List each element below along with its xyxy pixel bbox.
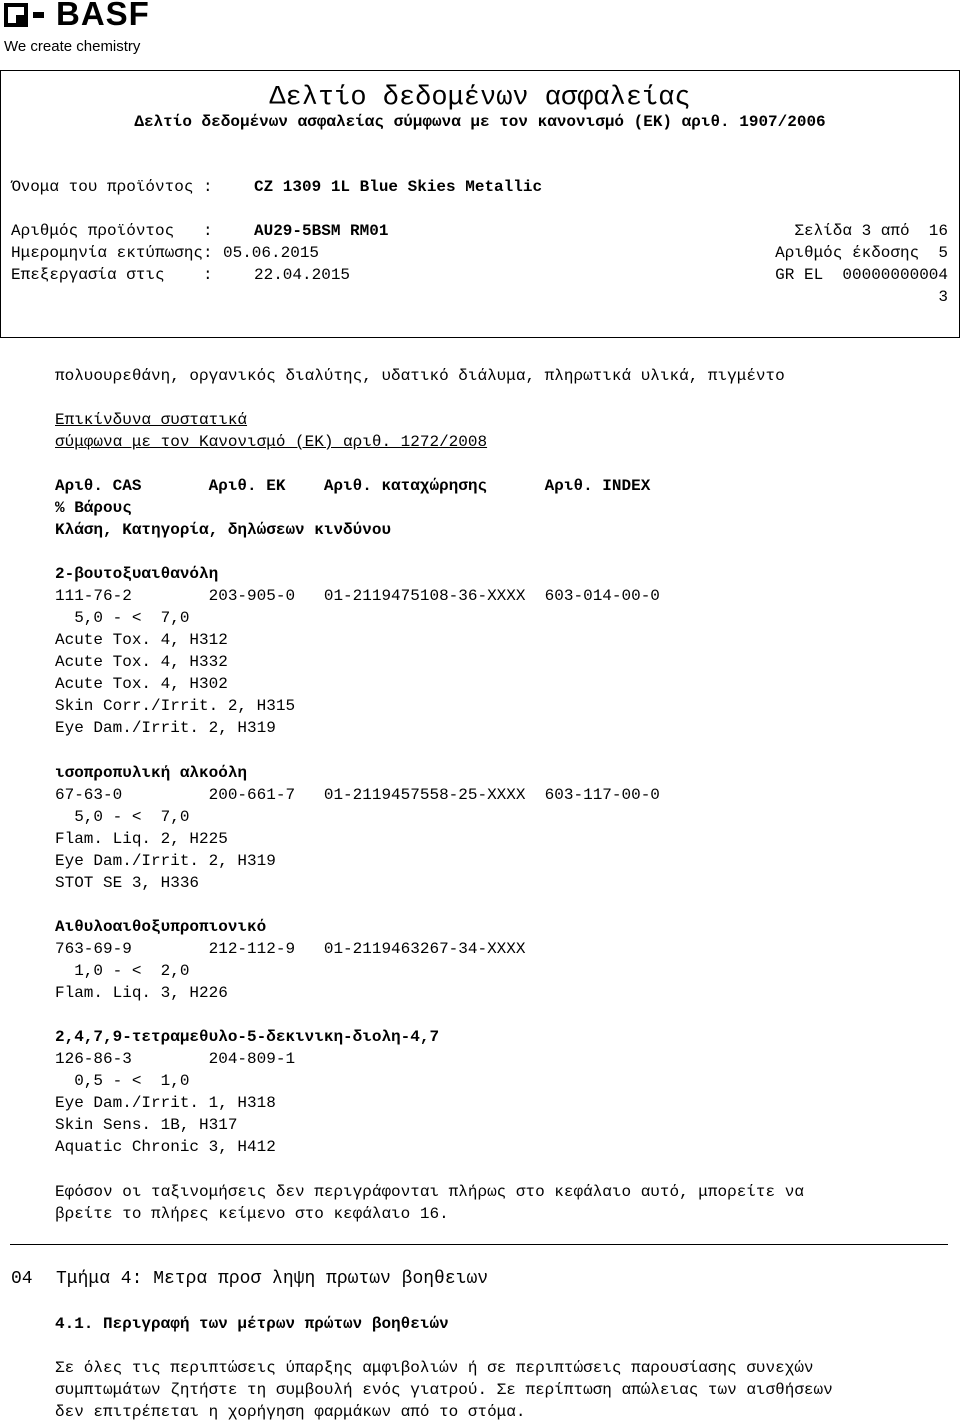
processed-label: Επεξεργασία στις : [11, 266, 213, 284]
component-hazard: Flam. Liq. 3, H226 [55, 984, 228, 1002]
component-name: 2,4,7,9-τετραμεθυλο-5-δεκινικη-διολη-4,7 [55, 1028, 440, 1046]
component-hazard: Eye Dam./Irrit. 2, H319 [55, 719, 276, 737]
component-hazard: Aquatic Chronic 3, H412 [55, 1138, 276, 1156]
document-code: GR EL 00000000004 [775, 266, 948, 284]
classification-footnote: Εφόσον οι ταξινομήσεις δεν περιγράφονται πλήρως στο κεφάλαιο αυτό, μπορείτε να [55, 1183, 804, 1201]
brand-tagline: We create chemistry [4, 38, 141, 55]
subsection-title: 4.1. Περιγραφή των μέτρων πρώτων βοηθειών [55, 1315, 449, 1333]
section-number: 04 [11, 1269, 33, 1289]
component-hazard: Skin Sens. 1B, H317 [55, 1116, 238, 1134]
product-number-label: Αριθμός προϊόντος : [11, 222, 213, 240]
print-date-label: Ημερομηνία εκτύπωσης: [11, 244, 213, 262]
component-ids: 67-63-0 200-661-7 01-2119457558-25-XXXX 603-117-00-0 [55, 786, 660, 804]
component-ids: 126-86-3 204-809-1 [55, 1050, 296, 1068]
column-header-ids: Αριθ. CAS Αριθ. ΕΚ Αριθ. καταχώρησης Αριθ. INDEX [55, 477, 651, 495]
first-aid-paragraph: δεν επιτρέπεται η χορήγηση φαρμάκων από το στόμα. [55, 1403, 526, 1421]
component-name: ισοπροπυλική αλκοόλη [55, 764, 248, 782]
print-date-value: 05.06.2015 [223, 244, 320, 262]
composition-text: πολυουρεθάνη, οργανικός διαλύτης, υδατικό διάλυμα, πληρωτικά υλικά, πιγμέντο [55, 367, 785, 385]
basf-square-icon [4, 3, 48, 29]
page-info: Σελίδα 3 από 16 [794, 222, 948, 240]
processed-value: 22.04.2015 [254, 266, 351, 284]
component-hazard: Flam. Liq. 2, H225 [55, 830, 228, 848]
basf-logo [4, 2, 204, 58]
document-code-continued: 3 [938, 288, 948, 306]
hazardous-heading: Επικίνδυνα συστατικά [55, 411, 248, 429]
hazardous-heading-regulation: σύμφωνα με τον Κανονισμό (ΕΚ) αριθ. 1272/2008 [55, 433, 488, 451]
component-range: 1,0 - < 2,0 [55, 962, 190, 980]
version-info: Αριθμός έκδοσης 5 [775, 244, 948, 262]
component-range: 5,0 - < 7,0 [55, 808, 190, 826]
document-title: Δελτίο δεδομένων ασφαλείας [269, 83, 691, 113]
section-divider [10, 1244, 948, 1245]
classification-footnote-cont: βρείτε το πλήρες κείμενο στο κεφάλαιο 16. [55, 1205, 449, 1223]
component-name: Αιθυλοαιθοξυπροπιονικό [55, 918, 267, 936]
first-aid-paragraph: συμπτωμάτων ζητήστε τη συμβουλή ενός γιατρού. Σε περίπτωση απώλειας των αισθήσεων [55, 1381, 833, 1399]
first-aid-paragraph: Σε όλες τις περιπτώσεις ύπαρξης αμφιβολιών ή σε περιπτώσεις παρουσίασης συνεχών [55, 1359, 814, 1377]
column-header-weight: % Βάρους [55, 499, 132, 517]
brand-name: BASF [56, 0, 150, 32]
component-hazard: Eye Dam./Irrit. 2, H319 [55, 852, 276, 870]
component-range: 5,0 - < 7,0 [55, 609, 190, 627]
section-title: Τμήμα 4: Μετρα προσ ληψη πρωτων βοηθειων [56, 1269, 489, 1289]
component-ids: 111-76-2 203-905-0 01-2119475108-36-XXXX 603-014-00-0 [55, 587, 660, 605]
component-name: 2-βουτοξυαιθανόλη [55, 565, 219, 583]
component-hazard: Eye Dam./Irrit. 1, H318 [55, 1094, 276, 1112]
product-name-value: CZ 1309 1L Blue Skies Metallic [254, 178, 543, 196]
component-hazard: STOT SE 3, H336 [55, 874, 200, 892]
component-hazard: Skin Corr./Irrit. 2, H315 [55, 697, 296, 715]
component-hazard: Acute Tox. 4, H332 [55, 653, 228, 671]
product-name-label: Όνομα του προϊόντος : [11, 178, 213, 196]
component-hazard: Acute Tox. 4, H312 [55, 631, 228, 649]
component-hazard: Acute Tox. 4, H302 [55, 675, 228, 693]
column-header-class: Κλάση, Κατηγορία, δηλώσεων κινδύνου [55, 521, 392, 539]
component-ids: 763-69-9 212-112-9 01-2119463267-34-XXXX [55, 940, 526, 958]
document-subtitle: Δελτίο δεδομένων ασφαλείας σύμφωνα με τον κανονισμό (ΕΚ) αριθ. 1907/2006 [134, 113, 826, 131]
component-range: 0,5 - < 1,0 [55, 1072, 190, 1090]
product-number-value: AU29-5BSM RM01 [254, 222, 389, 240]
